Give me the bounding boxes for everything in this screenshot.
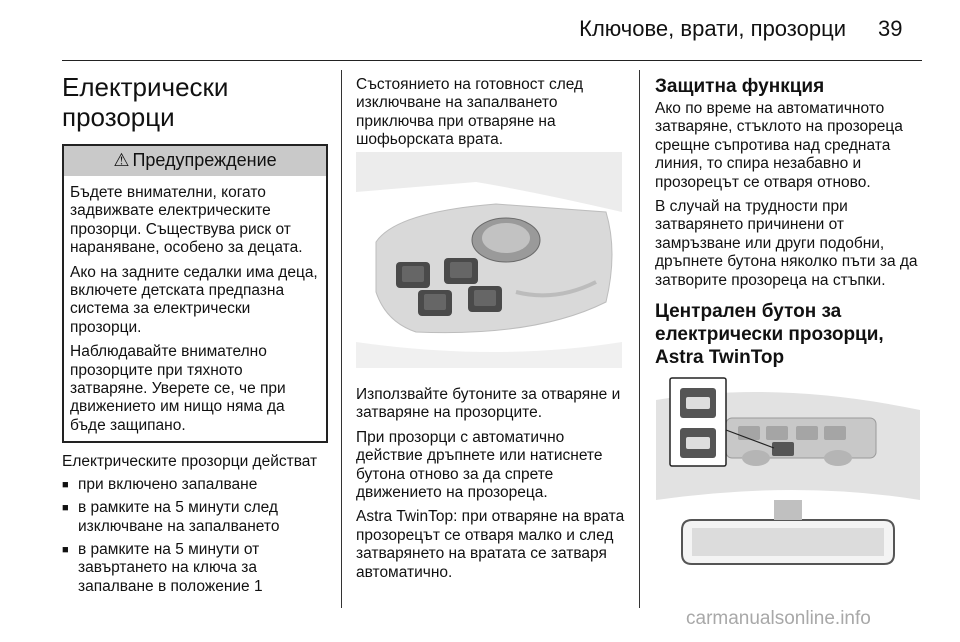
paragraph: Astra TwinTop: при отваряне на врата прозорецът се отваря малко и след затварянето на вратата се затваря автоматично. <box>356 508 625 581</box>
column-left <box>62 72 328 601</box>
warning-title: Предупреждение <box>132 150 277 170</box>
warning-triangle-icon: ⚠ <box>113 150 130 170</box>
list-item: ■ в рамките на 5 минути от завъртането на ключа за запалване в положение 1 <box>62 541 328 596</box>
paragraph: В случай на трудности при затварянето причинени от замръзване или други подобни, дръпнете бутона няколко пъти за да затворите прозореца на стъпки. <box>655 198 918 289</box>
warning-box <box>62 144 328 443</box>
paragraph: Ако по време на автоматичното затваряне, стъклото на прозореца срещне съпротива над средната линия, то спира незабавно и прозорецът се отваря отново. <box>655 100 903 191</box>
column-divider <box>341 70 342 608</box>
column-middle <box>356 76 630 156</box>
door-switch-illustration <box>356 152 622 368</box>
header-title: Ключове, врати, прозорци <box>579 16 846 41</box>
warning-paragraph: Наблюдавайте внимателно прозорците при тяхното затваряне. Уверете се, че при движението им нищо няма да бъде защипано. <box>70 343 286 434</box>
section-title: Електрически прозорци <box>62 72 229 132</box>
list-item: ■ в рамките на 5 минути след изключване на запалването <box>62 499 328 536</box>
warning-body <box>64 176 326 441</box>
paragraph: При прозорци с автоматично действие дръпнете или натиснете бутона отново за да спрете движението на прозореца. <box>356 428 603 502</box>
paragraph: Състоянието на готовност след изключване на запалването приключва при отваряне на шофьорската врата. <box>356 76 584 149</box>
header-rule <box>62 60 922 61</box>
watermark: carmanualsonline.info <box>686 608 871 629</box>
warning-paragraph: Бъдете внимателни, когато задвижвате електрическите прозорци. Съществува риск от нараняване, особено за децата. <box>70 184 303 257</box>
warning-header <box>64 146 326 176</box>
intro-text: Електрическите прозорци действат <box>62 453 318 471</box>
heading-protection: Защитна функция <box>655 76 825 97</box>
column-right <box>655 76 925 369</box>
column-middle-lower <box>356 386 630 588</box>
column-divider <box>639 70 640 608</box>
warning-paragraph: Ако на задните седалки има деца, включете детската предпазна система за електрически прозорци. <box>70 263 318 336</box>
paragraph: Използвайте бутоните за отваряне и затваряне на прозорците. <box>356 386 621 422</box>
page-number: 39 <box>878 16 903 41</box>
central-button-illustration <box>656 370 920 582</box>
list-item: ■ при включено запалване <box>62 476 328 494</box>
heading-central-button: Централен бутон за електрически прозорци, Astra TwinTop <box>655 301 884 369</box>
bullet-list <box>62 476 328 596</box>
